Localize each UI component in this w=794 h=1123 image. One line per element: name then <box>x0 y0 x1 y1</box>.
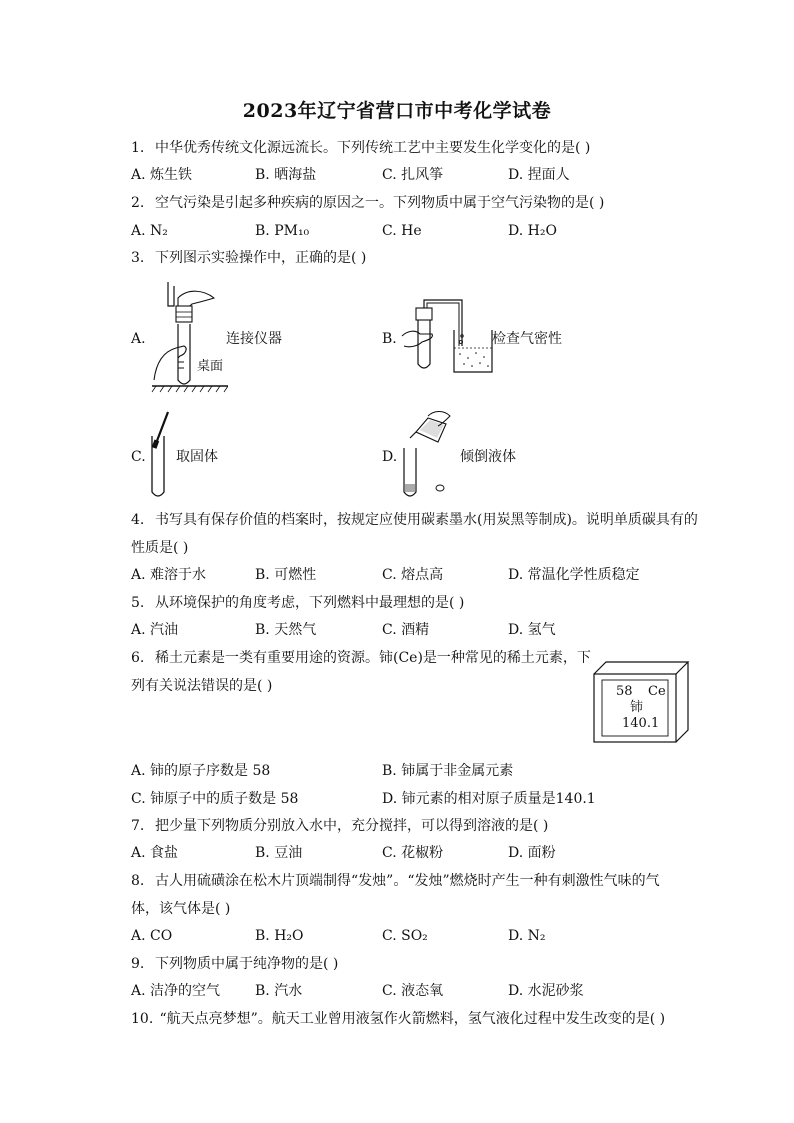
question-text: 下列物质中属于纯净物的是( ) <box>155 956 339 972</box>
question-9 <box>131 955 338 973</box>
option-a: A. 难溶于水 <box>131 567 207 583</box>
figure-c-caption: 取固体 <box>176 449 218 465</box>
connect-instrument-figure <box>148 276 228 394</box>
option-a: A. <box>131 331 146 347</box>
option-c: C. 熔点高 <box>382 567 444 583</box>
option-b: B. 铈属于非金属元素 <box>382 763 514 779</box>
question-text: 从环境保护的角度考虑，下列燃料中最理想的是( ) <box>155 595 465 611</box>
option-c: C. He <box>382 223 422 239</box>
option-a: A. CO <box>131 928 173 944</box>
atomic-number: 58 <box>616 684 633 699</box>
question-number: 7. <box>131 818 145 834</box>
question-7 <box>131 817 548 835</box>
figure-b-caption: 检查气密性 <box>492 331 562 347</box>
option-a: A. 汽油 <box>131 622 179 638</box>
question-number: 9. <box>131 956 145 972</box>
question-text: 空气污染是引起多种疾病的原因之一。下列物质中属于空气污染物的是( ) <box>155 195 605 211</box>
airtightness-figure <box>398 290 494 374</box>
question-number: 1. <box>131 140 145 156</box>
option-b: B. 天然气 <box>255 622 317 638</box>
question-number: 6. <box>131 650 145 666</box>
option-a: A. 炼生铁 <box>131 167 193 183</box>
element-symbol: Ce <box>648 684 666 699</box>
pour-liquid-figure <box>398 408 454 500</box>
question-number: 8. <box>131 873 145 889</box>
desk-label: 桌面 <box>197 359 224 374</box>
question-4-cont: 性质是( ) <box>131 540 189 556</box>
figure-d-caption: 倾倒液体 <box>460 449 516 465</box>
element-cell-cerium <box>592 660 690 744</box>
question-text: 中华优秀传统文化源远流长。下列传统工艺中主要发生化学变化的是( ) <box>155 140 591 156</box>
option-b: B. <box>382 331 397 347</box>
question-text: 古人用硫磺涂在松木片顶端制得“发烛”。“发烛”燃烧时产生一种有刺激性气味的气 <box>155 873 660 889</box>
option-a: A. 铈的原子序数是 58 <box>131 763 271 779</box>
option-d: D. H₂O <box>508 223 557 239</box>
option-c: C. 扎风筝 <box>382 167 444 183</box>
question-text: 把少量下列物质分别放入水中，充分搅拌，可以得到溶液的是( ) <box>155 818 549 834</box>
option-b: B. 晒海盐 <box>255 167 317 183</box>
option-b: B. PM₁₀ <box>255 223 310 239</box>
option-c: C. SO₂ <box>382 928 428 944</box>
question-1 <box>131 139 590 157</box>
atomic-mass: 140.1 <box>622 716 660 731</box>
option-a: A. N₂ <box>131 223 168 239</box>
question-text: 稀土元素是一类有重要用途的资源。铈(Ce)是一种常见的稀土元素，下 <box>155 650 591 666</box>
take-solid-figure <box>146 410 176 500</box>
option-a: A. 洁净的空气 <box>131 983 221 999</box>
page-title: 2023年辽宁省营口市中考化学试卷 <box>242 100 552 122</box>
element-name: 铈 <box>630 700 644 715</box>
option-d: D. 面粉 <box>508 845 556 861</box>
option-c: C. 液态氧 <box>382 983 444 999</box>
question-8 <box>131 872 660 890</box>
option-d: D. 常温化学性质稳定 <box>508 567 640 583</box>
option-d: D. 水泥砂浆 <box>508 983 584 999</box>
option-c: C. <box>131 449 146 465</box>
option-c: C. 花椒粉 <box>382 845 444 861</box>
question-2 <box>131 194 604 212</box>
option-d: D. 铈元素的相对原子质量是140.1 <box>382 791 596 807</box>
question-6 <box>131 649 591 667</box>
option-d: D. <box>382 449 398 465</box>
question-number: 2. <box>131 195 145 211</box>
option-d: D. N₂ <box>508 928 546 944</box>
option-c: C. 酒精 <box>382 622 430 638</box>
figure-a-caption: 连接仪器 <box>226 331 282 347</box>
option-b: B. H₂O <box>255 928 304 944</box>
question-text: 下列图示实验操作中，正确的是( ) <box>155 250 367 266</box>
question-number: 10. <box>131 1011 154 1027</box>
question-text: “航天点亮梦想”。航天工业曾用液氢作火箭燃料，氢气液化过程中发生改变的是( ) <box>155 1011 666 1027</box>
question-8-cont: 体，该气体是( ) <box>131 901 231 917</box>
question-6-cont: 列有关说法错误的是( ) <box>131 678 273 694</box>
option-b: B. 汽水 <box>255 983 303 999</box>
question-number: 3. <box>131 250 145 266</box>
option-d: D. 氢气 <box>508 622 556 638</box>
option-d: D. 捏面人 <box>508 167 570 183</box>
question-3 <box>131 249 366 267</box>
question-number: 5. <box>131 595 145 611</box>
question-5 <box>131 594 464 612</box>
option-a: A. 食盐 <box>131 845 179 861</box>
question-10 <box>131 1010 665 1028</box>
question-4 <box>131 511 698 529</box>
option-b: B. 可燃性 <box>255 567 317 583</box>
option-c: C. 铈原子中的质子数是 58 <box>131 791 299 807</box>
question-text: 书写具有保存价值的档案时，按规定应使用碳素墨水(用炭黑等制成)。说明单质碳具有的 <box>155 512 698 528</box>
option-b: B. 豆油 <box>255 845 303 861</box>
question-number: 4. <box>131 512 145 528</box>
